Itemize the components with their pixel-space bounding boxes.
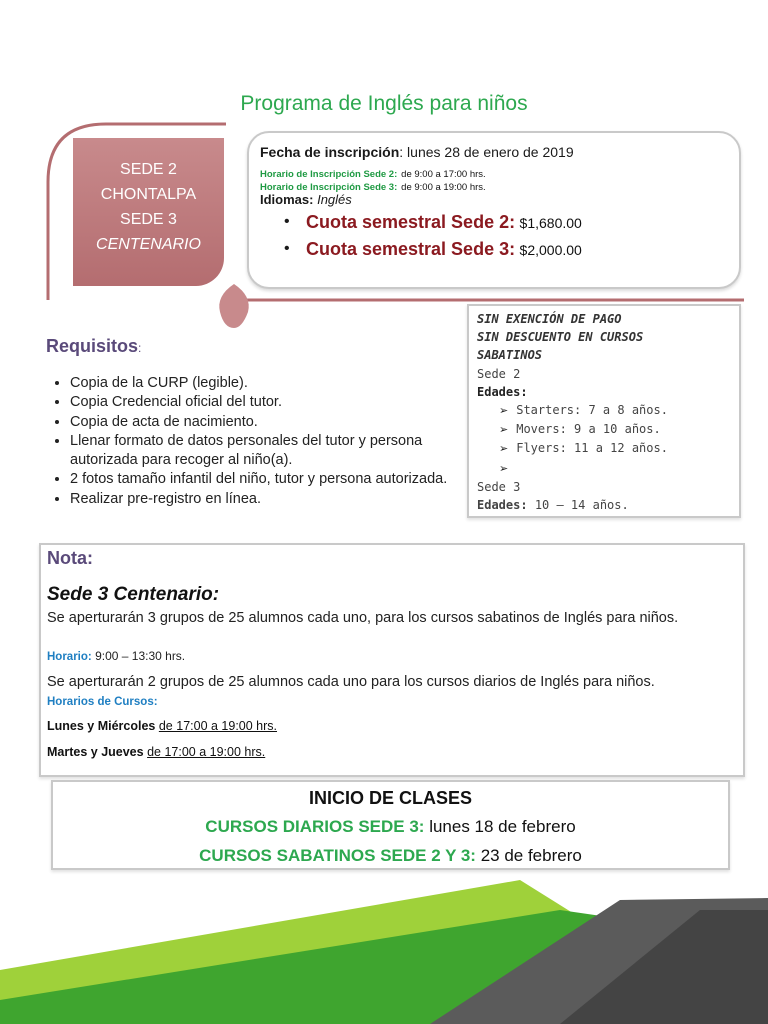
edades-box (467, 304, 741, 518)
list-item: • Copia de acta de nacimiento. (70, 413, 450, 432)
schedule-hours: de 17:00 a 19:00 hrs. (158, 719, 278, 733)
requisitos-title: Requisitos (46, 336, 139, 356)
diarios-value: lunes 18 de febrero (429, 817, 576, 836)
list-item: • Copia de la CURP (legible). (70, 374, 450, 393)
arrow-icon: ➢ (499, 461, 509, 475)
schedule-martes-jueves (47, 745, 265, 759)
diarios-label: CURSOS DIARIOS SEDE 3: (205, 817, 425, 836)
schedule-days: Lunes y Miércoles (47, 719, 156, 733)
fecha-inscripcion (260, 144, 574, 160)
horario-value: 9:00 – 13:30 hrs. (95, 649, 186, 663)
sede3-label: Sede 3 (477, 479, 521, 494)
page-title: Programa de Inglés para niños (240, 92, 528, 115)
inicio-diarios (51, 817, 730, 837)
inicio-heading: INICIO DE CLASES (308, 788, 473, 808)
bullet-icon: • (284, 240, 290, 257)
bottom-decoration (0, 870, 768, 1024)
edades3: Edades: 10 – 14 años. (477, 498, 629, 513)
bullet-icon: • (284, 213, 290, 230)
sabatinos-value: 23 de febrero (480, 846, 582, 865)
side-line: SABATINOS (477, 348, 543, 363)
side-line: SIN DESCUENTO EN CURSOS (477, 330, 644, 345)
sede-card-line: CENTENARIO (96, 236, 201, 253)
schedule-lunes-miercoles (47, 719, 277, 733)
edades-label: Edades: (477, 384, 528, 399)
cuota-sede2 (306, 212, 582, 233)
arrow-icon: ➢ (499, 442, 509, 456)
requisitos-heading (46, 336, 141, 357)
list-item: • Copia Credencial oficial del tutor. (70, 393, 450, 412)
petal-ornament-icon (214, 282, 254, 330)
sabatinos-label: CURSOS SABATINOS SEDE 2 Y 3: (199, 846, 476, 865)
sede3-heading: Sede 3 Centenario: (47, 584, 220, 605)
schedule-hours: de 17:00 a 19:00 hrs. (147, 745, 266, 759)
cuota3-label: Cuota semestral Sede 3: (306, 239, 516, 259)
sede-card (73, 138, 224, 286)
idiomas-label: Idiomas: (260, 192, 314, 207)
nota-paragraph: Se aperturarán 2 grupos de 25 alumnos cada uno para los cursos diarios de Inglés para niños. (47, 674, 655, 690)
list-item: ➢ Flyers: 11 a 12 años. (499, 441, 668, 456)
requisitos-list (48, 374, 450, 509)
horario2-value: de 9:00 a 17:00 hrs. (401, 169, 486, 180)
schedule-days: Martes y Jueves (47, 745, 144, 759)
cuota2-label: Cuota semestral Sede 2: (306, 212, 516, 232)
list-item: • 2 fotos tamaño infantil del niño, tutor y persona autorizada. (70, 470, 450, 489)
side-line: SIN EXENCIÓN DE PAGO (477, 312, 622, 326)
requisitos-colon: : (138, 341, 142, 355)
arrow-icon: ➢ (499, 423, 509, 437)
cuota2-value: $1,680.00 (519, 215, 582, 231)
horario3-value: de 9:00 a 19:00 hrs. (401, 182, 486, 193)
nota-paragraph: Se aperturarán 3 grupos de 25 alumnos cada uno, para los cursos sabatinos de Inglés para niños. (47, 610, 679, 626)
fecha-label: Fecha de inscripción (260, 144, 400, 160)
sede-card-line: SEDE 3 (120, 211, 177, 228)
cuota-sede3 (306, 239, 582, 260)
horario-sede3 (260, 177, 486, 193)
list-item: ➢ Movers: 9 a 10 años. (499, 422, 661, 437)
cuota3-value: $2,000.00 (519, 242, 582, 258)
idiomas (260, 192, 352, 207)
list-item: ➢ Starters: 7 a 8 años. (499, 403, 668, 418)
horario-label: Horario: (47, 651, 92, 663)
nota-horario (47, 647, 737, 667)
sede-card-line: SEDE 2 (120, 161, 177, 178)
arrow-icon: ➢ (499, 404, 509, 418)
horario2-label: Horario de Inscripción Sede 2: (260, 169, 398, 180)
list-item (477, 459, 731, 478)
sede-card-line: CHONTALPA (100, 186, 197, 203)
horario3-label: Horario de Inscripción Sede 3: (260, 182, 398, 193)
list-item: • Llenar formato de datos personales del tutor y persona autorizada para recoger al niño(a). (70, 432, 450, 471)
horarios-cursos-label: Horarios de Cursos: (47, 696, 158, 708)
list-item: • Realizar pre-registro en línea. (70, 490, 450, 509)
nota-heading: Nota: (47, 548, 93, 568)
sede2-label: Sede 2 (477, 366, 521, 381)
fecha-value: : lunes 28 de enero de 2019 (399, 144, 574, 160)
idiomas-value: Inglés (317, 192, 352, 207)
inicio-sabatinos (51, 846, 730, 866)
